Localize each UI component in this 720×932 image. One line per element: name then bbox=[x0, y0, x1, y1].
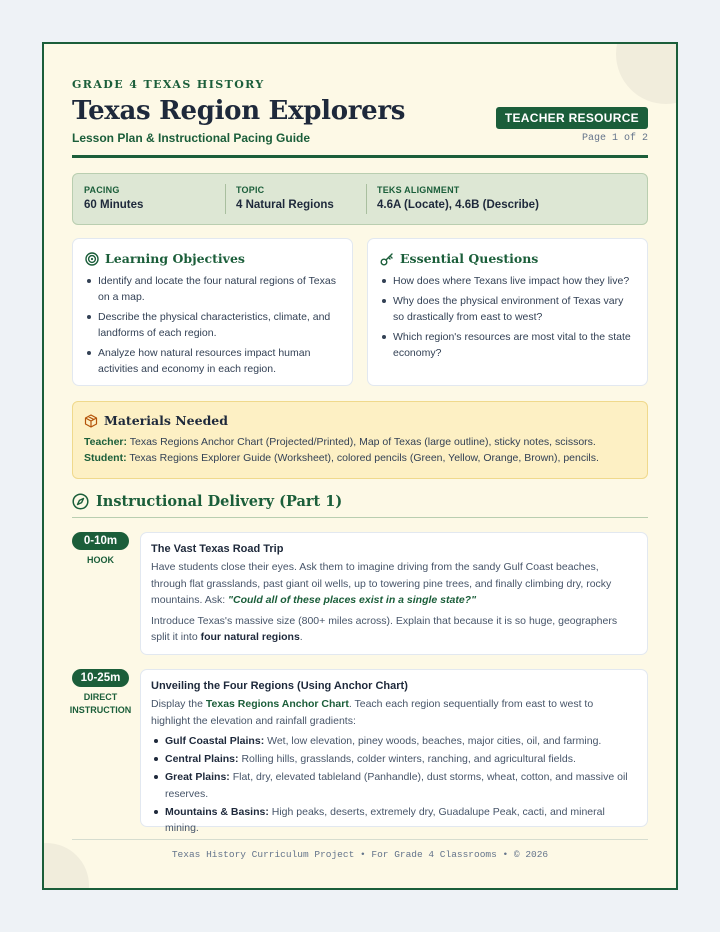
instructional-delivery-heading bbox=[72, 493, 342, 510]
step-label-line: DIRECT bbox=[83, 692, 118, 702]
region-desc: High peaks, deserts, extremely dry, Guadalupe Peak, cacti, and mineral mining. bbox=[165, 805, 605, 834]
info-value: 4.6A (Locate), 4.6B (Describe) bbox=[377, 199, 539, 211]
info-label: TEKS ALIGNMENT bbox=[377, 185, 460, 195]
step-paragraph bbox=[151, 613, 635, 646]
learning-objectives-card bbox=[72, 238, 353, 386]
time-pill-direct: 10-25m bbox=[72, 669, 129, 687]
list-item: Analyze how natural resources impact human activities and economy in each region. bbox=[85, 345, 340, 377]
step-text: Have students close their eyes. Ask them to imagine driving from the sandy Gulf Coast beaches, through flat grasslands, past giant oil wells, up to towering pine trees, and finally climbing dry, rocky mountains. Ask: bbox=[151, 561, 612, 606]
key-icon bbox=[380, 252, 394, 266]
list-item: Describe the physical characteristics, climate, and landforms of each region. bbox=[85, 309, 340, 341]
info-label: PACING bbox=[84, 185, 120, 195]
student-label: Student: bbox=[84, 452, 127, 464]
step-text-end: . bbox=[299, 631, 303, 643]
info-teks bbox=[377, 185, 539, 211]
hook-question: "Could all of these places exist in a single state?" bbox=[228, 594, 477, 606]
section-divider bbox=[72, 517, 648, 518]
list-item: Which region's resources are most vital to the state economy? bbox=[380, 329, 635, 361]
materials-needed-box bbox=[72, 401, 648, 479]
delivery-title: Instructional Delivery (Part 1) bbox=[96, 493, 343, 510]
page-number: Page 1 of 2 bbox=[581, 133, 648, 144]
decorative-circle-top bbox=[616, 42, 678, 104]
step-text: Introduce Texas's massive size (800+ miles across). Explain that because it is so huge, geographers split it into bbox=[151, 614, 618, 643]
student-materials-text: Texas Regions Explorer Guide (Worksheet), colored pencils (Green, Yellow, Orange, Brown), pencils. bbox=[129, 452, 599, 464]
region-desc: Flat, dry, elevated tableland (Panhandle), dust storms, wheat, cotton, and massive oil reserves. bbox=[165, 771, 628, 800]
list-item: Identify and locate the four natural regions of Texas on a map. bbox=[85, 273, 340, 305]
step-paragraph bbox=[151, 696, 635, 729]
info-value: 4 Natural Regions bbox=[236, 199, 334, 211]
list-item: Why does the physical environment of Texas vary so drastically from east to west? bbox=[380, 293, 635, 325]
objectives-heading bbox=[85, 251, 245, 266]
info-value: 60 Minutes bbox=[84, 199, 144, 211]
step-heading: The Vast Texas Road Trip bbox=[151, 543, 284, 555]
page-footer: Texas History Curriculum Project • For Grade 4 Classrooms • © 2026 bbox=[171, 849, 549, 860]
info-topic bbox=[236, 185, 334, 211]
step-paragraph bbox=[151, 559, 635, 609]
step-text: Display the bbox=[151, 698, 203, 710]
step-card-hook bbox=[140, 532, 648, 655]
region-name: Gulf Coastal Plains: bbox=[165, 735, 265, 747]
materials-title: Materials Needed bbox=[104, 413, 228, 428]
list-item bbox=[151, 733, 635, 750]
objectives-title: Learning Objectives bbox=[105, 251, 245, 266]
grade-eyebrow: GRADE 4 TEXAS HISTORY bbox=[72, 78, 265, 91]
teacher-materials bbox=[84, 436, 596, 448]
list-item bbox=[151, 769, 635, 802]
objectives-list bbox=[85, 273, 340, 381]
info-divider bbox=[225, 184, 226, 214]
page-title: Texas Region Explorers bbox=[72, 96, 406, 126]
info-label: TOPIC bbox=[236, 185, 265, 195]
list-item: How does where Texans live impact how they live? bbox=[380, 273, 635, 289]
region-name: Great Plains: bbox=[165, 771, 230, 783]
materials-heading bbox=[84, 413, 228, 428]
lesson-page bbox=[42, 42, 678, 890]
info-divider bbox=[366, 184, 367, 214]
regions-list bbox=[151, 733, 635, 837]
essential-questions-card bbox=[367, 238, 648, 386]
page-subtitle: Lesson Plan & Instructional Pacing Guide bbox=[72, 131, 311, 145]
region-desc: Wet, low elevation, piney woods, beaches, major cities, oil, and farming. bbox=[267, 735, 602, 747]
questions-list bbox=[380, 273, 635, 365]
header-divider bbox=[72, 155, 648, 158]
step-text: . Teach each region sequentially from east to west to highlight the elevation and rainfall gradients: bbox=[151, 698, 594, 727]
anchor-chart-reference: Texas Regions Anchor Chart bbox=[205, 698, 349, 710]
target-icon bbox=[85, 252, 99, 266]
footer-divider bbox=[72, 839, 648, 840]
teacher-materials-text: Texas Regions Anchor Chart (Projected/Printed), Map of Texas (large outline), sticky notes, scissors. bbox=[129, 436, 596, 448]
lesson-info-bar bbox=[72, 173, 648, 225]
student-materials bbox=[84, 452, 599, 464]
key-term: four natural regions bbox=[200, 631, 300, 643]
time-pill-hook: 0-10m bbox=[72, 532, 129, 550]
questions-heading bbox=[380, 251, 538, 266]
teacher-label: Teacher: bbox=[84, 436, 127, 448]
info-pacing bbox=[84, 185, 143, 211]
questions-title: Essential Questions bbox=[400, 251, 539, 266]
step-label-direct bbox=[68, 691, 133, 717]
region-name: Central Plains: bbox=[165, 753, 239, 765]
list-item bbox=[151, 751, 635, 768]
teacher-resource-badge: TEACHER RESOURCE bbox=[496, 107, 648, 129]
step-label-hook: HOOK bbox=[87, 555, 114, 565]
box-icon bbox=[84, 414, 98, 428]
step-label-line: INSTRUCTION bbox=[69, 705, 132, 715]
compass-icon bbox=[72, 493, 89, 510]
step-heading: Unveiling the Four Regions (Using Anchor Chart) bbox=[151, 680, 408, 692]
region-desc: Rolling hills, grasslands, colder winters, ranching, and agricultural fields. bbox=[241, 753, 576, 765]
list-item bbox=[151, 804, 635, 837]
step-card-direct bbox=[140, 669, 648, 834]
region-name: Mountains & Basins: bbox=[165, 805, 269, 818]
